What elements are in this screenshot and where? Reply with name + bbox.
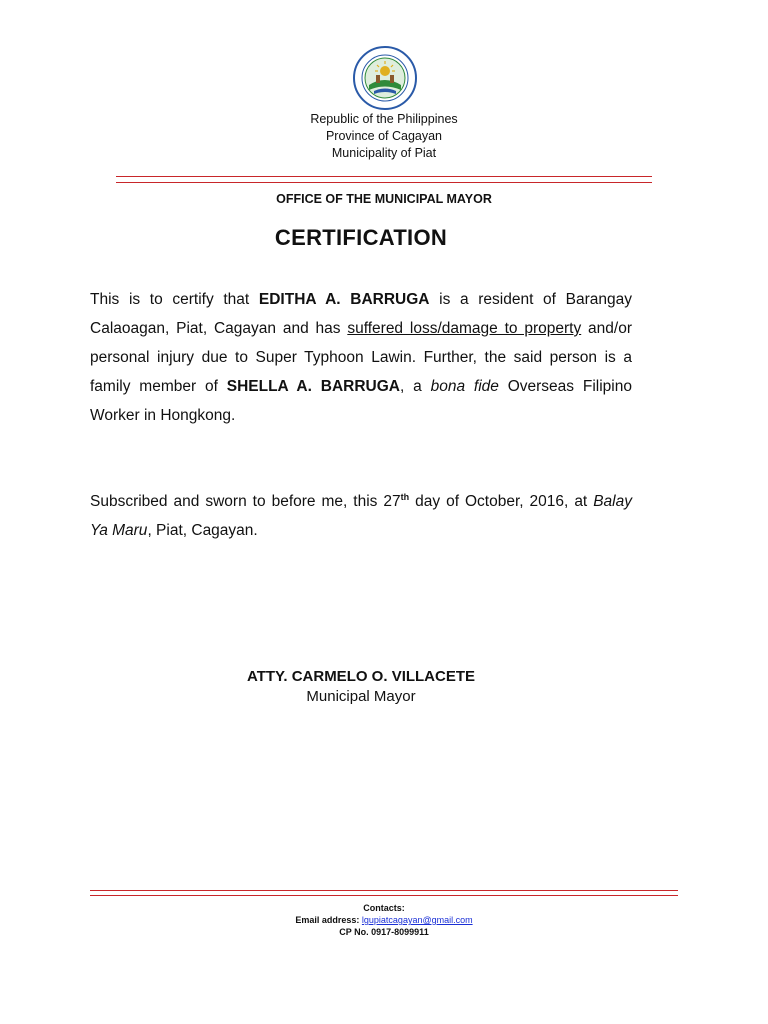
footer-contacts [0,902,768,938]
p2-text-c: , Piat, Cagayan. [147,522,258,539]
bona-fide-text: bona fide [430,378,499,395]
footer-divider [90,890,678,896]
p1-text-a: This is to certify that [90,291,259,308]
damage-statement: suffered loss/damage to property [347,320,582,337]
p2-text-a: Subscribed and sworn to before me, this 27 [90,493,401,510]
email-line [0,914,768,926]
p1-text-d: , a [399,378,431,395]
phone-line: CP No. 0917-8099911 [339,927,429,937]
office-title: OFFICE OF THE MUNICIPAL MAYOR [276,192,492,206]
contacts-label: Contacts: [363,903,405,913]
document-title: CERTIFICATION [274,225,448,250]
p1-text-c: and/or personal injury due to Super Typhoon Lawin. Further, the said person is a family member of [90,320,632,395]
p2-text-b: day of October, 2016, at [409,493,594,510]
signer-title: Municipal Mayor [306,688,416,705]
relative-name: SHELLA A. BARRUGA [226,378,400,395]
day-ordinal-suffix: th [400,492,410,502]
email-label: Email address: [295,915,362,925]
email-link[interactable]: lgupiatcagayan@gmail.com [361,915,473,925]
certified-person-name: EDITHA A. BARRUGA [258,291,430,308]
header-divider [116,176,652,183]
municipal-seal-logo [352,45,418,111]
header-province: Province of Cagayan [325,129,443,143]
place-name: Balay Ya Maru [90,493,632,539]
letterhead [0,111,768,162]
p1-text-e: Overseas Filipino Worker in Hongkong. [90,378,632,424]
sworn-paragraph [90,487,632,545]
header-republic: Republic of the Philippines [310,112,458,126]
p1-text-b: is a resident of Barangay Calaoagan, Piat, Cagayan and has [90,291,632,337]
signer-name: ATTY. CARMELO O. VILLACETE [246,668,476,685]
header-municipality: Municipality of Piat [331,146,437,160]
signature-block [0,667,722,706]
certification-paragraph [90,285,632,430]
